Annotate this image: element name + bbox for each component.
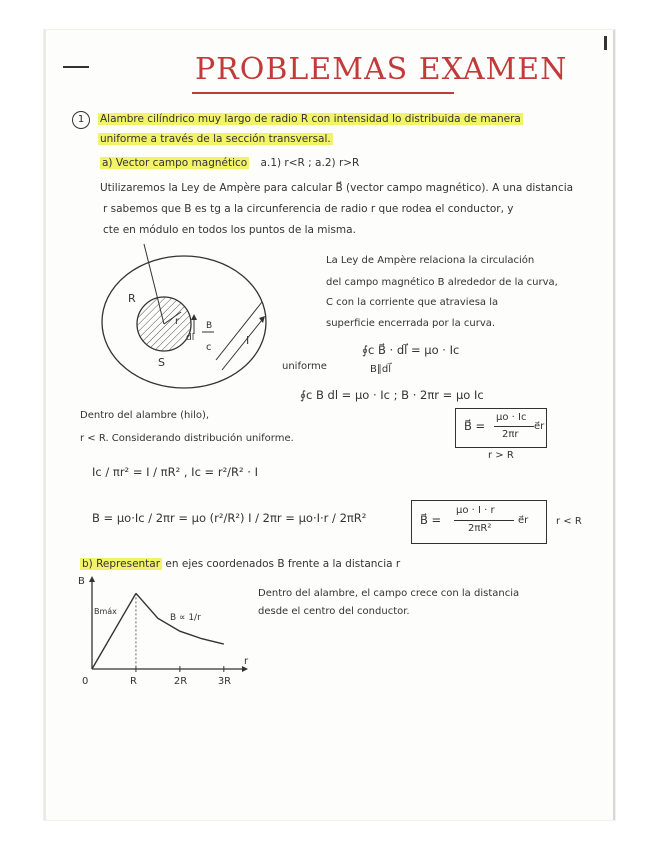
statement-line-2 (98, 133, 333, 145)
box-inside-lhs: B⃗ = (420, 513, 442, 527)
statement-line-2-text: uniforme a través de la sección transversal. (100, 133, 331, 145)
graph-text-line-2: desde el centro del conductor. (258, 606, 410, 617)
label-dl: dl (186, 333, 195, 343)
box-outside-condition: r > R (488, 450, 514, 461)
margin-dash (63, 66, 89, 68)
eq-ratio: Ic / πr² = I / πR² , Ic = r²/R² · I (92, 465, 259, 479)
label-R: R (128, 292, 136, 305)
page-edge-mark (604, 36, 607, 50)
box-outside-unit-vector: e⃗r (534, 421, 545, 432)
box-outside-numerator: μo · Ic (496, 412, 527, 423)
wire-cross-section-diagram (96, 232, 296, 402)
chart-series (92, 593, 224, 669)
ampere-line-4: superficie encerrada por la curva. (326, 318, 496, 329)
b-vs-r-chart (72, 574, 252, 694)
box-inside-condition: r < R (556, 516, 582, 527)
ampere-line-2: del campo magnético B alrededor de la curva, (326, 277, 558, 288)
label-s: S (158, 356, 165, 369)
para1-line-2: r sabemos que B es tg a la circunferencia de radio r que rodea el conductor, y (103, 203, 514, 215)
part-a-label: a) Vector campo magnético (102, 157, 248, 169)
part-a-heading (100, 157, 359, 169)
para1-line-1: Utilizaremos la Ley de Ampère para calcular B⃗ (vector campo magnético). A una distancia (100, 182, 574, 194)
diagram-shapes (102, 244, 266, 388)
label-uniforme: uniforme (282, 361, 327, 372)
title-underline (192, 92, 454, 94)
part-a-cases: a.1) r<R ; a.2) r>R (260, 157, 360, 169)
box-outside-fraction-bar (494, 426, 534, 427)
x-axis-label: r (244, 656, 249, 667)
series-inside-line (92, 593, 136, 669)
x-tick-label: 0 (82, 676, 89, 687)
para1-line-3: cte en módulo en todos los puntos de la misma. (103, 224, 356, 236)
y-tick-bmax: Bmáx (94, 607, 117, 616)
box-inside-unit-vector: e⃗r (518, 515, 529, 526)
box-outside-lhs: B⃗ = (464, 419, 486, 433)
label-I: I (246, 334, 250, 347)
external-wire-line (216, 302, 262, 360)
box-inside-denominator: 2πR² (468, 523, 492, 534)
result-box-inside (411, 500, 547, 544)
part-b-label: b) Representar (82, 558, 161, 570)
statement-line-1-text: Alambre cilíndrico muy largo de radio R con intensidad Io distribuida de manera (100, 113, 521, 125)
y-axis-arrow (89, 576, 95, 582)
result-box-outside (455, 408, 547, 448)
x-tick-label: R (129, 676, 137, 687)
page-title: PROBLEMAS EXAMEN (195, 52, 568, 87)
x-tick-label: 2R (173, 676, 188, 687)
ampere-line-3: C con la corriente que atraviesa la (326, 297, 499, 308)
box-inside-fraction-bar (454, 520, 514, 521)
graph-text-line-1: Dentro del alambre, el campo crece con la distancia (258, 588, 520, 599)
label-B: B (206, 321, 213, 331)
statement-line-1 (98, 113, 523, 125)
box-outside-denominator: 2πr (502, 429, 519, 440)
label-r: r (175, 316, 180, 327)
inside-line-1: Dentro del alambre (hilo), (80, 410, 210, 421)
eq-ampere: ∮c B⃗ · dl⃗ = μo · Ic (362, 343, 460, 357)
y-axis-label: B (78, 576, 85, 587)
eq-ampere-note: B∥dl⃗ (370, 364, 391, 375)
inside-line-2: r < R. Considerando distribución uniforme. (80, 433, 294, 444)
eq-circulation: ∮c B dl = μo · Ic ; B · 2πr = μo Ic (300, 388, 484, 402)
part-b-heading (80, 558, 400, 570)
problem-number: 1 (72, 111, 90, 129)
part-b-text: en ejes coordenados B frente a la distancia r (162, 558, 401, 570)
eq-B-inside: B = μo·Ic / 2πr = μo (r²/R²) I / 2πr = μo·I·r / 2πR² (92, 511, 367, 525)
box-inside-numerator: μo · I · r (456, 505, 495, 516)
label-c: c (206, 342, 212, 353)
chart-annotation: B ∝ 1/r (170, 613, 201, 623)
x-tick-label: 3R (217, 676, 232, 687)
ampere-line-1: La Ley de Ampère relaciona la circulación (326, 255, 535, 266)
